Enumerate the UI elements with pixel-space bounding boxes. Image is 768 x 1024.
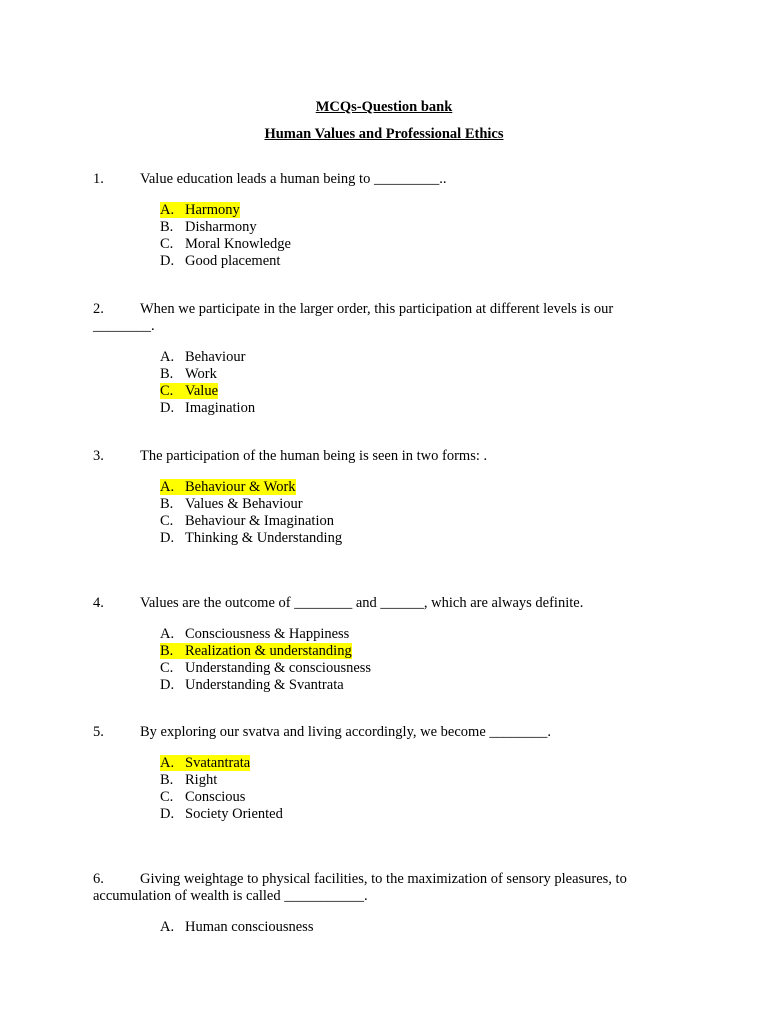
option-letter: B. xyxy=(160,643,174,659)
option-text: Work xyxy=(185,366,217,382)
option xyxy=(160,400,255,417)
option xyxy=(160,496,303,513)
option-text: Disharmony xyxy=(185,219,257,235)
option-text: Good placement xyxy=(185,253,281,269)
option xyxy=(160,660,371,677)
option-text: Value xyxy=(185,383,219,399)
option xyxy=(160,219,257,236)
option-text: Behaviour & Imagination xyxy=(185,513,334,529)
option-letter: D. xyxy=(160,253,175,269)
option xyxy=(160,513,334,530)
option-letter: B. xyxy=(160,366,174,382)
option-letter: D. xyxy=(160,677,175,693)
option xyxy=(160,236,291,253)
option xyxy=(160,349,245,366)
question-number: 4. xyxy=(93,595,104,611)
option-letter: B. xyxy=(160,219,174,235)
option-letter: C. xyxy=(160,236,174,252)
option xyxy=(160,677,344,694)
question-text: When we participate in the larger order, this participation at different levels is our ________. xyxy=(93,301,614,334)
option-letter: D. xyxy=(160,400,175,416)
option-letter: D. xyxy=(160,530,175,546)
option-text: Behaviour xyxy=(185,349,246,365)
option-letter: A. xyxy=(160,755,175,771)
question-number: 2. xyxy=(93,301,104,317)
question-text: Values are the outcome of ________ and ______, which are always definite. xyxy=(140,595,584,611)
page-subtitle: Human Values and Professional Ethics xyxy=(264,126,504,142)
option-text: Behaviour & Work xyxy=(185,479,296,495)
question-text: Giving weightage to physical facilities, to the maximization of sensory pleasures, to accumulation of wealth is called ___________. xyxy=(93,871,627,904)
option xyxy=(160,202,240,219)
option-letter: B. xyxy=(160,496,174,512)
page-title: MCQs-Question bank xyxy=(315,99,453,115)
option-letter: A. xyxy=(160,349,175,365)
question-text: The participation of the human being is seen in two forms: . xyxy=(140,448,488,464)
option-text: Understanding & consciousness xyxy=(185,660,372,676)
option-text: Thinking & Understanding xyxy=(185,530,343,546)
option xyxy=(160,919,313,936)
question-text: By exploring our svatva and living accordingly, we become ________. xyxy=(140,724,552,740)
option-letter: C. xyxy=(160,660,174,676)
option-letter: C. xyxy=(160,789,174,805)
option xyxy=(160,772,217,789)
option xyxy=(160,643,352,660)
option-text: Understanding & Svantrata xyxy=(185,677,344,693)
option xyxy=(160,806,283,823)
option-text: Harmony xyxy=(185,202,240,218)
option-letter: A. xyxy=(160,479,175,495)
question-block xyxy=(93,871,668,905)
option xyxy=(160,530,342,547)
option-text: Svatantrata xyxy=(185,755,251,771)
option-letter: A. xyxy=(160,202,175,218)
option-text: Consciousness & Happiness xyxy=(185,626,350,642)
option-letter: A. xyxy=(160,626,175,642)
option xyxy=(160,479,296,496)
option xyxy=(160,755,250,772)
option xyxy=(160,366,217,383)
question-number: 1. xyxy=(93,171,104,187)
question-text: Value education leads a human being to _________.. xyxy=(140,171,447,187)
option xyxy=(160,626,349,643)
option xyxy=(160,383,218,400)
option-letter: C. xyxy=(160,513,174,529)
option-text: Imagination xyxy=(185,400,256,416)
question-number: 5. xyxy=(93,724,104,740)
question-number: 3. xyxy=(93,448,104,464)
option-letter: C. xyxy=(160,383,174,399)
option-text: Moral Knowledge xyxy=(185,236,291,252)
question-block xyxy=(93,301,668,335)
question-number: 6. xyxy=(93,871,104,887)
option-text: Right xyxy=(185,772,218,788)
option-text: Society Oriented xyxy=(185,806,283,822)
option xyxy=(160,253,280,270)
option xyxy=(160,789,245,806)
option-letter: A. xyxy=(160,919,175,935)
option-text: Conscious xyxy=(185,789,246,805)
option-letter: B. xyxy=(160,772,174,788)
option-letter: D. xyxy=(160,806,175,822)
option-text: Human consciousness xyxy=(185,919,314,935)
option-text: Values & Behaviour xyxy=(185,496,303,512)
option-text: Realization & understanding xyxy=(185,643,352,659)
